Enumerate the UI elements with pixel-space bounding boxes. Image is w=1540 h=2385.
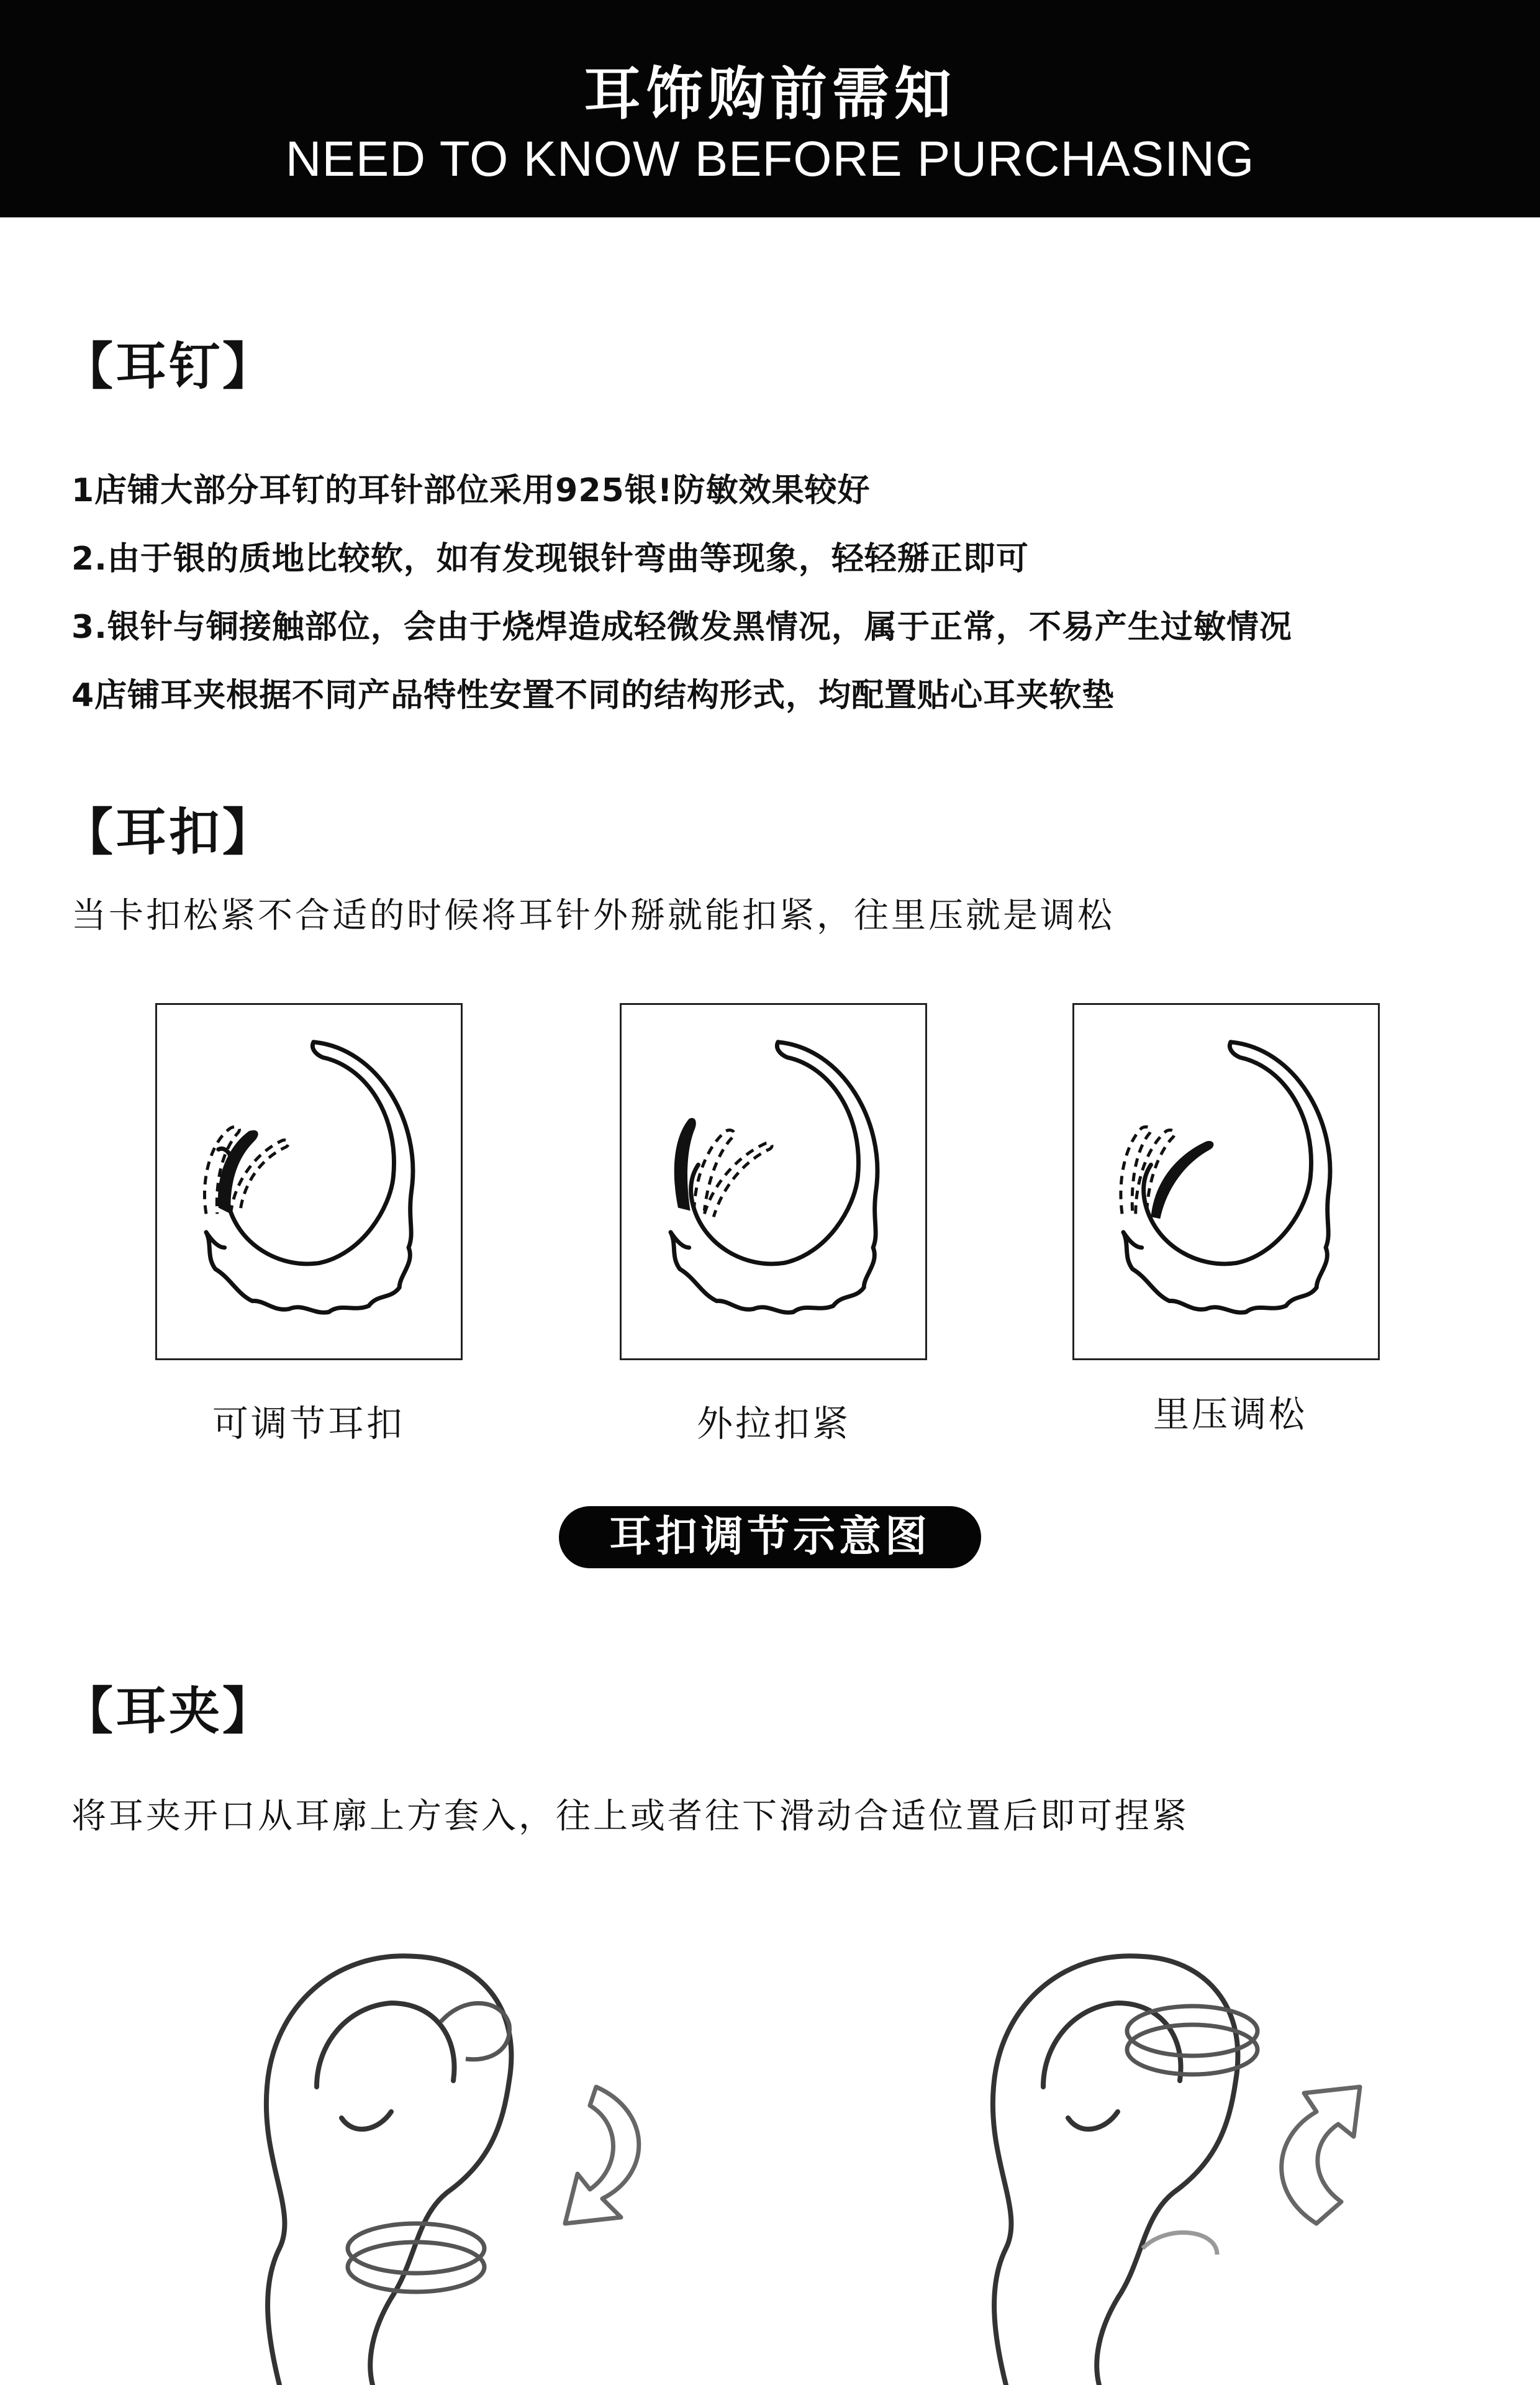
ear-clip-up-illustration: [882, 1901, 1503, 2385]
hoop-illustration: [1074, 1005, 1378, 1358]
header-title-en: NEED TO KNOW BEFORE PURCHASING: [285, 131, 1255, 186]
diagram-label-badge: 耳扣调节示意图: [559, 1506, 981, 1568]
section-title-buckle: 【耳扣】: [62, 803, 276, 862]
buckle-description: 当卡扣松紧不合适的时候将耳针外掰就能扣紧，往里压就是调松: [71, 896, 1115, 936]
header-title-cn: 耳饰购前需知: [583, 61, 956, 127]
studs-notes-list: [71, 457, 1292, 730]
diagram-caption: 里压调松: [1153, 1393, 1307, 1435]
list-item: 4店铺耳夹根据不同产品特性安置不同的结构形式，均配置贴心耳夹软垫: [71, 677, 1115, 714]
list-item: 1店铺大部分耳钉的耳针部位采用925银!防敏效果较好: [71, 472, 871, 509]
ear-clip-down-illustration: [155, 1901, 776, 2385]
diagram-pull-tighten: [620, 1003, 927, 1360]
list-item: 3.银针与铜接触部位，会由于烧焊造成轻微发黑情况，属于正常，不易产生过敏情况: [71, 609, 1292, 646]
diagram-caption: 可调节耳扣: [212, 1402, 405, 1445]
hoop-illustration: [157, 1005, 461, 1358]
ear-sketch: [882, 1901, 1503, 2385]
section-title-clip: 【耳夹】: [62, 1682, 276, 1741]
diagram-press-loosen: [1072, 1003, 1380, 1360]
clip-description: 将耳夹开口从耳廓上方套入，往上或者往下滑动合适位置后即可捏紧: [71, 1796, 1189, 1837]
ear-sketch: [155, 1901, 776, 2385]
section-title-studs: 【耳钉】: [62, 337, 276, 396]
diagram-adjustable-buckle: [155, 1003, 463, 1360]
header-banner: [0, 0, 1540, 217]
hoop-illustration: [622, 1005, 925, 1358]
diagram-caption: 外拉扣紧: [696, 1402, 851, 1445]
list-item: 2.由于银的质地比较软，如有发现银针弯曲等现象，轻轻掰正即可: [71, 540, 1029, 578]
